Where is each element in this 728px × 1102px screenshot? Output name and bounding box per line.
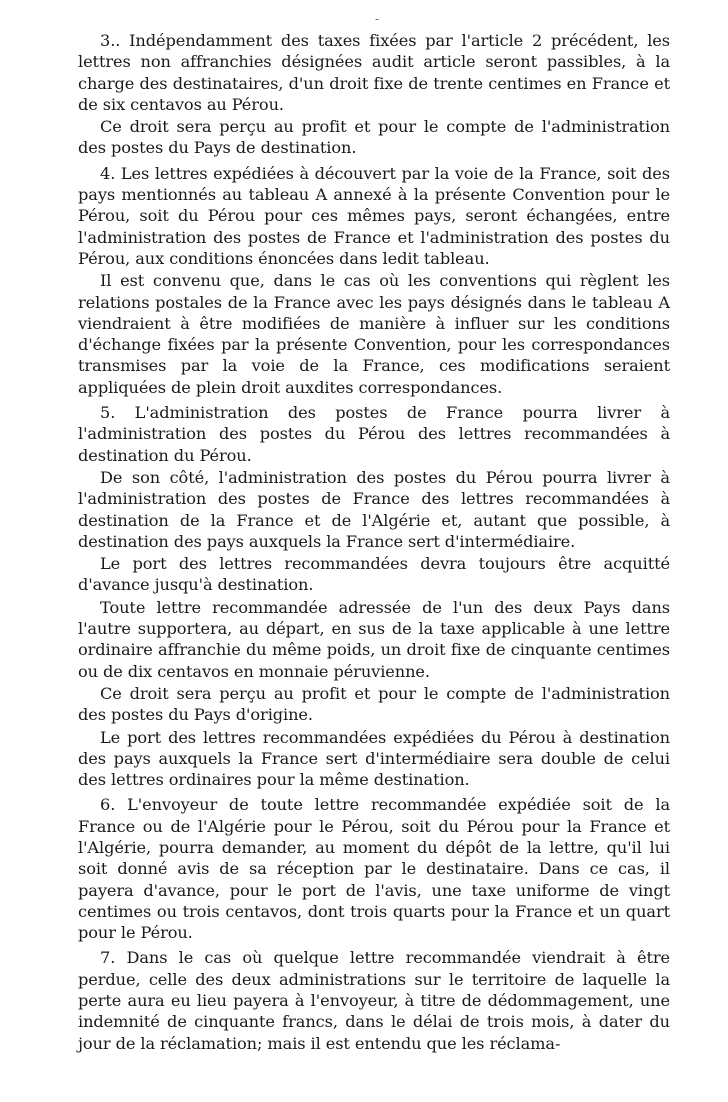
article-5-paragraph-4: Toute lettre recommandée adressée de l'un des deux Pays dans l'autre supportera, au départ, en sus de la taxe applicable à une lettre ordinaire affranchie du même poids, un droit fixe de cinquante centimes ou de dix centavos en monnaie péruvienne.	[78, 597, 670, 681]
article-5-paragraph-6: Le port des lettres recommandées expédiées du Pérou à destination des pays auxquels la France sert d'intermédiaire sera double de celui des lettres ordinaires pour la même destination.	[78, 727, 670, 790]
article-3-paragraph-2: Ce droit sera perçu au profit et pour le compte de l'administration des postes du Pays de destination.	[78, 117, 670, 158]
article-4-paragraph-1: 4. Les lettres expédiées à découvert par la voie de la France, soit des pays mentionnés au tableau A annexé à la présente Convention pour le Pérou, soit du Pérou pour ces mêmes pays, seront échangées, entre l'administration des postes de France et l'administration des postes du Pérou, aux conditions énoncées dans ledit tableau.	[78, 163, 670, 268]
article-6-paragraph-1: 6. L'envoyeur de toute lettre recommandée expédiée soit de la France ou de l'Algérie pour le Pérou, soit du Pérou pour la France et l'Algérie, pourra demander, au moment du dépôt de la lettre, qu'il lui soit donné avis de sa réception par le destinataire. Dans ce cas, il payera d'avance, pour le port de l'avis, une taxe uniforme de vingt centimes ou trois centavos, dont trois quarts pour la France et un quart pour le Pérou.	[78, 795, 670, 943]
article-3-paragraph-1: 3.. Indépendamment des taxes fixées par l'article 2 précédent, les lettres non affranchies désignées audit article seront passibles, à la charge des destinataires, d'un droit fixe de trente centimes en France et de six centavos au Pérou.	[78, 31, 670, 114]
article-7-paragraph-1: 7. Dans le cas où quelque lettre recommandée viendrait à être perdue, celle des deux administrations sur le territoire de laquelle la perte aura eu lieu payera à l'envoyeur, à titre de dédommagement, une indemnité de cinquante francs, dans le délai de trois mois, à dater du jour de la réclamation; mais il est entendu que les réclama-	[78, 948, 670, 1053]
article-5-paragraph-5: Ce droit sera perçu au profit et pour le compte de l'administration des postes du Pays d'origine.	[78, 683, 670, 725]
article-5-paragraph-3: Le port des lettres recommandées devra toujours être acquitté d'avance jusqu'à destination.	[78, 554, 670, 595]
article-4-paragraph-2: Il est convenu que, dans le cas où les conventions qui règlent les relations postales de la France avec les pays désignés dans le tableau A viendraient à être modifiées de manière à influer sur les conditions d'échange fixées par la présente Convention, pour les correspondances transmises par la voie de la France, ces modifications seraient appliquées de plein droit auxdites correspondances.	[78, 271, 670, 397]
article-5-paragraph-1: 5. L'administration des postes de France pourra livrer à l'administration des postes du Pérou des lettres recommandées à destination du Pérou.	[78, 403, 670, 465]
document-page	[78, 30, 670, 1054]
article-5-paragraph-2: De son côté, l'administration des postes du Pérou pourra livrer à l'administration des postes de France des lettres recommandées à destination de la France et de l'Algérie et, autant que possible, à destination des pays auxquels la France sert d'intermédiaire.	[78, 467, 670, 551]
page-top-mark: -	[375, 12, 380, 26]
